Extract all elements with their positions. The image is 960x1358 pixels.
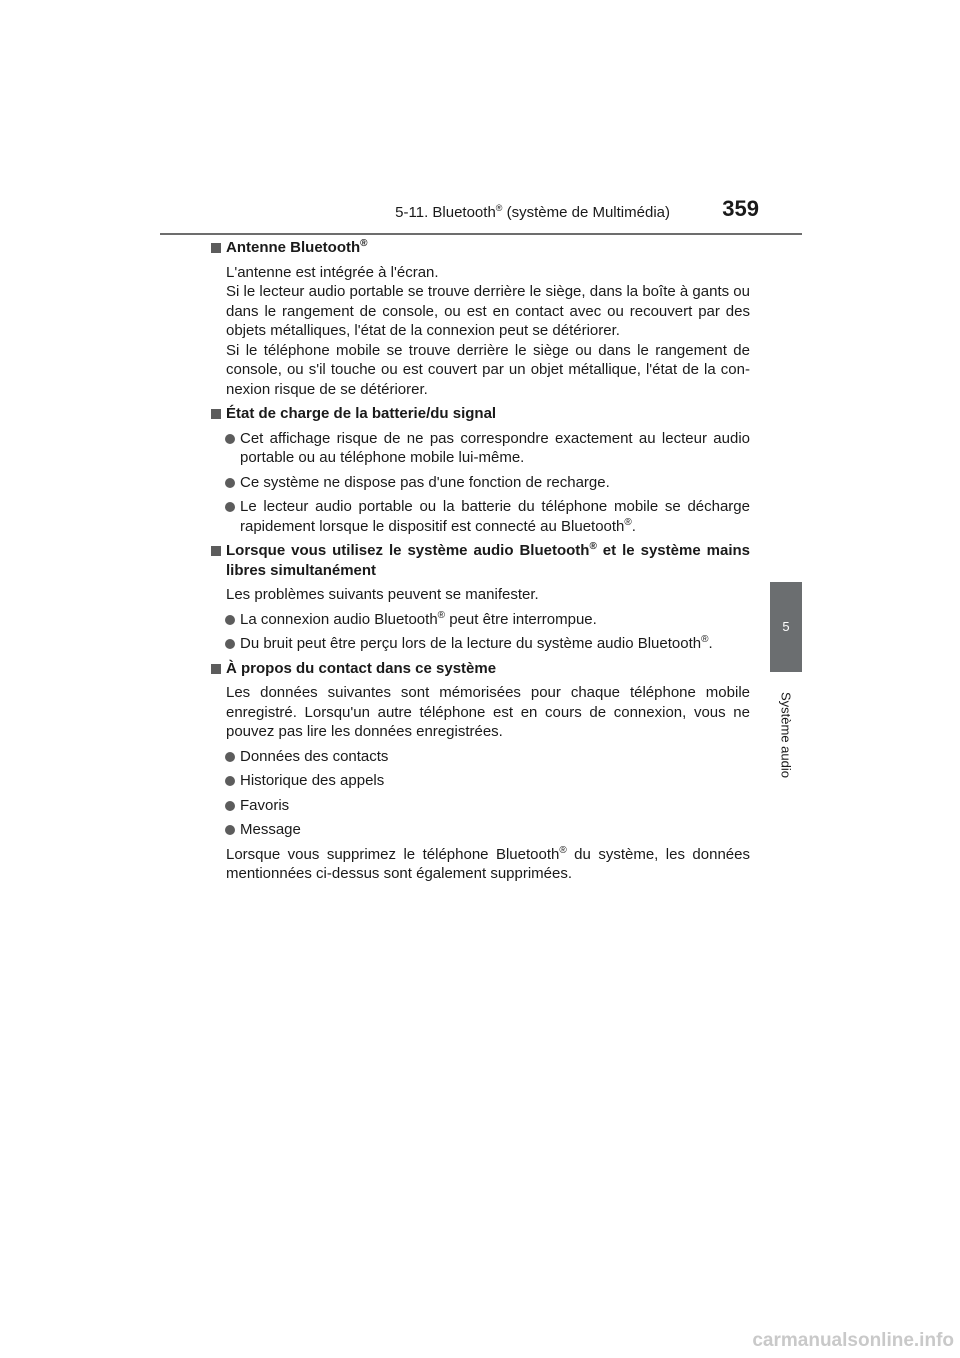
paragraph: L'antenne est intégrée à l'écran. Si le lecteur audio portable se trouve derrière le siège, dans la boîte à gants ou dans le rangement de console, ou est en contact avec ou recouvert par des objets métalliques, l'état de la connexion peut se détériorer. Si le téléphone mobile se trouve derrière le siège ou dans le rangement de console, ou s'il touche ou est couvert par un objet métallique, l'état de la con-nexion risque de se détériorer.: [226, 263, 750, 398]
round-bullet-icon: [225, 434, 235, 444]
watermark: carmanualsonline.info: [752, 1330, 954, 1351]
paragraph: Les problèmes suivants peuvent se manifester.: [226, 586, 539, 603]
section-antenna: [210, 238, 750, 399]
square-bullet-icon: [211, 409, 221, 419]
list-item: Message: [210, 820, 750, 840]
square-bullet-icon: [211, 546, 221, 556]
list-item: Ce système ne dispose pas d'une fonction de recharge.: [210, 473, 750, 493]
page-content: [210, 238, 750, 889]
round-bullet-icon: [225, 776, 235, 786]
section-battery-signal: [210, 404, 750, 536]
square-bullet-icon: [211, 243, 221, 253]
round-bullet-icon: [225, 825, 235, 835]
list-item: La connexion audio Bluetooth® peut être interrompue.: [210, 610, 750, 630]
chapter-tab[interactable]: 5: [770, 582, 802, 672]
round-bullet-icon: [225, 502, 235, 512]
round-bullet-icon: [225, 615, 235, 625]
header-divider: [160, 233, 802, 235]
list-item: Historique des appels: [210, 771, 750, 791]
round-bullet-icon: [225, 752, 235, 762]
square-bullet-icon: [211, 664, 221, 674]
section-contacts: [210, 659, 750, 884]
list-item: Cet affichage risque de ne pas correspondre exactement au lecteur audio portable ou au téléphone mobile lui-même.: [210, 429, 750, 468]
paragraph: Lorsque vous supprimez le téléphone Bluetooth® du système, les données mentionnées ci-dessus sont également supprimées.: [226, 844, 750, 882]
registered-mark: ®: [495, 203, 503, 213]
section-heading: Lorsque vous utilisez le système audio Bluetooth® et le système mains libres simultanément: [210, 541, 750, 580]
round-bullet-icon: [225, 639, 235, 649]
round-bullet-icon: [225, 801, 235, 811]
page-header: [160, 0, 802, 236]
chapter-side-label: Système audio: [778, 692, 794, 778]
list-item: Données des contacts: [210, 747, 750, 767]
chapter-title: 5-11. Bluetooth® (système de Multimédia): [395, 203, 670, 221]
page-number: 359: [722, 196, 759, 221]
section-heading: Antenne Bluetooth®: [210, 238, 750, 258]
section-simultaneous-use: [210, 541, 750, 654]
section-heading: À propos du contact dans ce système: [210, 659, 750, 679]
list-item: Favoris: [210, 796, 750, 816]
section-heading: État de charge de la batterie/du signal: [210, 404, 750, 424]
list-item: Le lecteur audio portable ou la batterie du téléphone mobile se décharge rapidement lorsque le dispositif est connecté au Bluetooth®.: [210, 497, 750, 536]
round-bullet-icon: [225, 478, 235, 488]
paragraph: Les données suivantes sont mémorisées pour chaque téléphone mobile enregistré. Lorsqu'un autre téléphone est en cours de connexion, vous ne pouvez pas lire les données enregistrées.: [226, 684, 750, 740]
list-item: Du bruit peut être perçu lors de la lecture du système audio Bluetooth®.: [210, 634, 750, 654]
